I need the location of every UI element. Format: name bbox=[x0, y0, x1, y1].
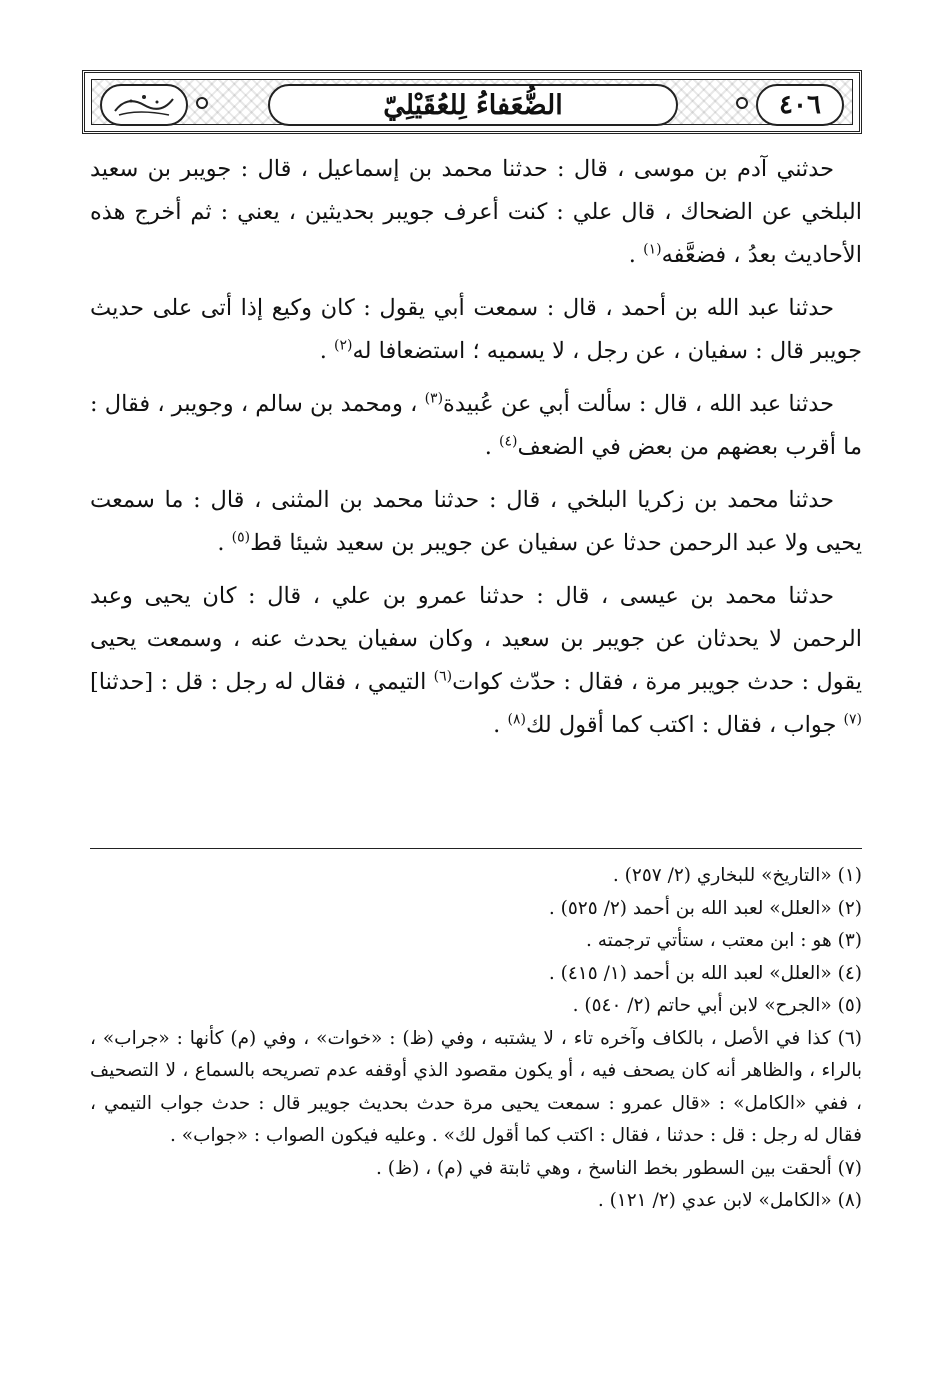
footnote: (٢) «العلل» لعبد الله بن أحمد (٢/ ٥٢٥) . bbox=[548, 897, 862, 919]
footnote-marker: (١) bbox=[643, 241, 662, 258]
paragraph bbox=[90, 383, 862, 469]
header-ornament-band bbox=[91, 79, 853, 125]
page-number: ٤٠٦ bbox=[756, 84, 844, 126]
paragraph-end: . bbox=[319, 338, 335, 364]
footnote-marker: (٧) bbox=[843, 711, 862, 728]
paragraph-end: . bbox=[484, 434, 499, 460]
footnote-separator bbox=[90, 848, 862, 849]
paragraph-text: التيمي ، فقال له رجل : قل : [حدثنا] bbox=[90, 669, 434, 695]
paragraph-end: . bbox=[628, 242, 644, 268]
paragraph-text: جواب ، فقال : اكتب كما أقول لك bbox=[525, 712, 844, 738]
ornament-dot bbox=[736, 97, 748, 109]
footnote-marker: (٣) bbox=[424, 390, 444, 407]
paragraph bbox=[90, 287, 862, 373]
footnote: (٧) ألحقت بين السطور بخط الناسخ ، وهي ثابتة في (م) ، (ظ) . bbox=[376, 1157, 862, 1179]
paragraph-end: . bbox=[493, 712, 508, 738]
paragraph-text: حدثنا محمد بن عيسى ، قال : حدثنا عمرو بن علي ، قال : كان يحيى وعبد الرحمن لا يحدثان عن جويبر بن سعيد ، وكان سفيان يحدث عنه ، وسمعت يحيى يقول : حدث جويبر مرة ، فقال : حدّث كوات bbox=[90, 583, 862, 695]
footnote: (٣) هو : ابن معتب ، ستأتي ترجمته . bbox=[585, 930, 862, 951]
title-cartouche bbox=[268, 84, 678, 126]
footnote-marker: (٢) bbox=[334, 337, 353, 354]
paragraph-text: حدثني آدم بن موسى ، قال : حدثنا محمد بن إسماعيل ، قال : جويبر بن سعيد البلخي عن الضحاك ، قال علي : كنت أعرف جويبر بحديثين ، يعني : ثم أخرج هذه الأحاديث بعدُ ، فضعَّفه bbox=[90, 156, 862, 268]
paragraph bbox=[90, 148, 862, 277]
paragraph-text: حدثنا عبد الله ، قال : سألت أبي عن عُبيدة bbox=[443, 391, 834, 417]
footnote: (٨) «الكامل» لابن عدي (٢/ ١٢١) . bbox=[597, 1190, 862, 1211]
footnote: (١) «التاريخ» للبخاري (٢/ ٢٥٧) . bbox=[612, 865, 862, 886]
paragraph-text: حدثنا محمد بن زكريا البلخي ، قال : حدثنا محمد بن المثنى ، قال : ما سمعت يحيى ولا عبد الرحمن حدثا عن سفيان عن جويبر بن سعيد شيئا قط bbox=[90, 487, 862, 556]
footnotes bbox=[90, 860, 862, 1218]
footnote-marker: (٥) bbox=[231, 529, 251, 546]
ornament-dot bbox=[196, 97, 208, 109]
footnote: (٦) كذا في الأصل ، بالكاف وآخره تاء ، لا يشتبه ، وفي (ظ) : «خوات» ، وفي (م) كأنها : «جراب» ، بالراء ، والظاهر أنه كان يصحف فيه ، أو يكون مقصود الذي أوقفه عدم تصريحه بالسماع ، لا التصحيف ، ففي «الكامل» : «قال عمرو : سمعت يحيى مرة حدث بحديث جويبر قال : حدث جواب التيمي ، فقال له رجل : قل : حدثنا ، فقال : اكتب كما أقول لك» . وعليه فيكون الصواب : «جواب» . bbox=[90, 1027, 863, 1146]
paragraph bbox=[90, 575, 862, 747]
footnote-marker: (٨) bbox=[507, 711, 526, 728]
book-logo-icon bbox=[100, 84, 188, 126]
paragraph-text: ، ومحمد بن سالم ، وجويبر ، فقال : ما أقرب بعضهم من بعض في الضعف bbox=[90, 391, 862, 460]
main-text bbox=[90, 148, 862, 757]
footnote-marker: (٦) bbox=[433, 668, 453, 685]
paragraph bbox=[90, 479, 862, 565]
ornamental-header bbox=[82, 70, 862, 134]
paragraph-end: . bbox=[217, 530, 232, 556]
running-title: الضُّعَفاءُ لِلعُقَيْلِيّ bbox=[383, 89, 563, 121]
paragraph-text: حدثنا عبد الله بن أحمد ، قال : سمعت أبي يقول : كان وكيع إذا أتى على حديث جويبر قال : سفيان ، عن رجل ، لا يسميه ؛ استضعافا له bbox=[90, 295, 862, 364]
footnote: (٤) «العلل» لعبد الله بن أحمد (١/ ٤١٥) . bbox=[548, 962, 862, 984]
footnote: (٥) «الجرح» لابن أبي حاتم (٢/ ٥٤٠) . bbox=[572, 995, 862, 1016]
footnote-marker: (٤) bbox=[499, 433, 518, 450]
